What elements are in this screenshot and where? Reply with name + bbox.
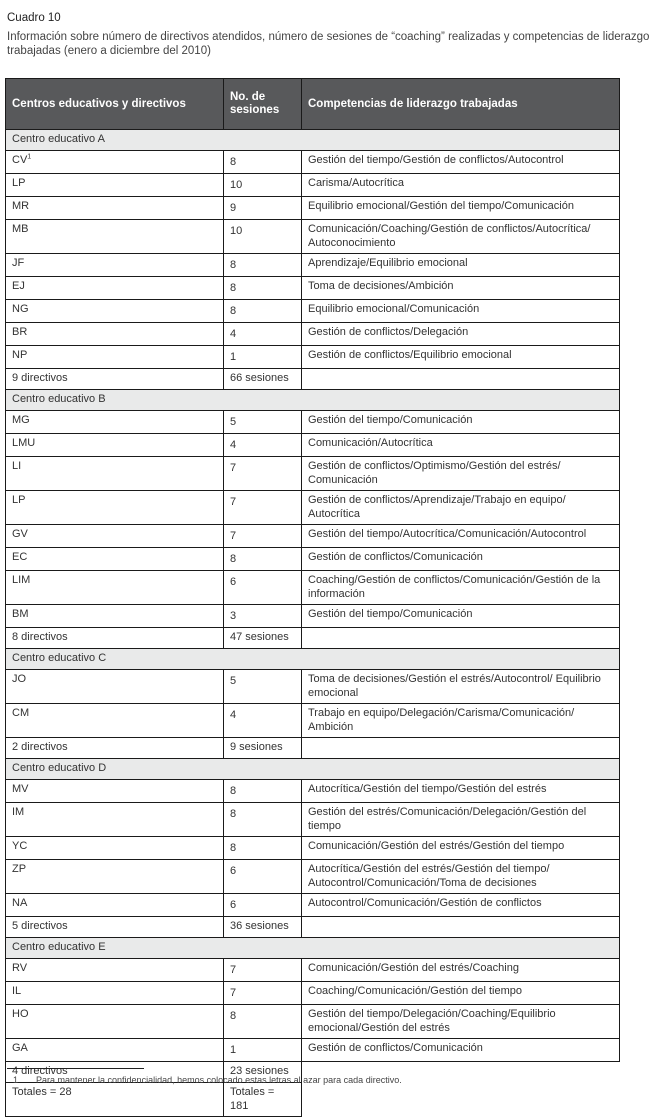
competencias-cell: Comunicación/Gestión del estrés/Coaching: [302, 959, 620, 982]
totals-row: [6, 1083, 620, 1117]
table-body: [6, 130, 620, 1117]
sesiones-cell: 6: [224, 894, 302, 917]
competencias-cell: Aprendizaje/Equilibrio emocional: [302, 254, 620, 277]
directivo-initials: GA: [12, 1042, 28, 1054]
subtotal-directivos: 9 directivos: [6, 369, 224, 390]
coaching-table: [5, 78, 620, 1117]
sesiones-cell: 8: [224, 803, 302, 837]
group-header-row: [6, 938, 620, 959]
sesiones-cell: 5: [224, 670, 302, 704]
competencias-cell: Comunicación/Autocrítica: [302, 434, 620, 457]
directivo-initials: LI: [12, 460, 22, 472]
directivo-cell: [6, 174, 224, 197]
sesiones-cell: 4: [224, 323, 302, 346]
subtotal-row: [6, 628, 620, 649]
directivo-cell: [6, 434, 224, 457]
competencias-cell: Gestión del tiempo/Delegación/Coaching/Equilibrio emocional/Gestión del estrés: [302, 1005, 620, 1039]
table-row: [6, 525, 620, 548]
directivo-cell: [6, 491, 224, 525]
subtotal-directivos: 4 directivos: [6, 1062, 224, 1083]
table-row: [6, 959, 620, 982]
subtotal-directivos: 5 directivos: [6, 917, 224, 938]
competencias-cell: Gestión de conflictos/Equilibrio emocional: [302, 346, 620, 369]
competencias-cell: Trabajo en equipo/Delegación/Carisma/Comunicación/ Ambición: [302, 704, 620, 738]
subtotal-sesiones: 9 sesiones: [224, 738, 302, 759]
sesiones-cell: 8: [224, 277, 302, 300]
directivo-cell: [6, 803, 224, 837]
table-caption-title: Cuadro 10: [7, 12, 61, 24]
directivo-initials: MR: [12, 200, 30, 212]
sesiones-cell: 10: [224, 174, 302, 197]
subtotal-sesiones: 66 sesiones: [224, 369, 302, 390]
sesiones-cell: 8: [224, 300, 302, 323]
sesiones-cell: 1: [224, 346, 302, 369]
sesiones-cell: 10: [224, 220, 302, 254]
competencias-cell: Coaching/Comunicación/Gestión del tiempo: [302, 982, 620, 1005]
total-sesiones: Totales = 181: [224, 1083, 302, 1117]
directivo-initials: LP: [12, 177, 26, 189]
competencias-cell: Gestión de conflictos/Aprendizaje/Trabajo en equipo/ Autocrítica: [302, 491, 620, 525]
table-row: [6, 151, 620, 174]
group-name: Centro educativo E: [6, 938, 620, 959]
directivo-cell: [6, 220, 224, 254]
table-row: [6, 571, 620, 605]
footnote-divider: [7, 1068, 144, 1069]
competencias-cell: Coaching/Gestión de conflictos/Comunicación/Gestión de la información: [302, 571, 620, 605]
competencias-cell: Gestión de conflictos/Comunicación: [302, 1039, 620, 1062]
directivo-initials: ZP: [12, 863, 27, 875]
directivo-cell: [6, 323, 224, 346]
table-row: [6, 346, 620, 369]
directivo-cell: [6, 548, 224, 571]
subtotal-sesiones: 47 sesiones: [224, 628, 302, 649]
directivo-initials: LIM: [12, 574, 31, 586]
directivo-cell: [6, 780, 224, 803]
subtotal-row: [6, 738, 620, 759]
total-directivos: Totales = 28: [6, 1083, 224, 1117]
directivo-cell: [6, 704, 224, 738]
directivo-initials: JF: [12, 257, 25, 269]
table-row: [6, 780, 620, 803]
directivo-cell: [6, 982, 224, 1005]
table-row: [6, 605, 620, 628]
sesiones-cell: 9: [224, 197, 302, 220]
directivo-cell: [6, 959, 224, 982]
directivo-cell: [6, 277, 224, 300]
competencias-cell: Gestión de conflictos/Comunicación: [302, 548, 620, 571]
header-num-sesiones: No. de sesiones: [224, 79, 302, 130]
competencias-cell: Carisma/Autocrítica: [302, 174, 620, 197]
subtotal-blank: [302, 628, 620, 649]
table-row: [6, 457, 620, 491]
directivo-cell: [6, 300, 224, 323]
sesiones-cell: 4: [224, 704, 302, 738]
sesiones-cell: 7: [224, 982, 302, 1005]
directivo-cell: [6, 411, 224, 434]
directivo-initials: CV: [12, 154, 28, 166]
sesiones-cell: 7: [224, 491, 302, 525]
directivo-initials: EJ: [12, 280, 25, 292]
directivo-initials: NG: [12, 303, 29, 315]
subtotal-sesiones: 36 sesiones: [224, 917, 302, 938]
group-header-row: [6, 759, 620, 780]
competencias-cell: Comunicación/Gestión del estrés/Gestión del tiempo: [302, 837, 620, 860]
directivo-initials: NA: [12, 897, 28, 909]
table-row: [6, 837, 620, 860]
subtotal-directivos: 8 directivos: [6, 628, 224, 649]
sesiones-cell: 1: [224, 1039, 302, 1062]
sesiones-cell: 4: [224, 434, 302, 457]
subtotal-blank: [302, 917, 620, 938]
group-name: Centro educativo B: [6, 390, 620, 411]
directivo-initials: RV: [12, 962, 28, 974]
directivo-initials: LMU: [12, 437, 36, 449]
table-row: [6, 434, 620, 457]
sesiones-cell: 8: [224, 254, 302, 277]
directivo-initials: BM: [12, 608, 29, 620]
table-row: [6, 254, 620, 277]
competencias-cell: Autocrítica/Gestión del tiempo/Gestión del estrés: [302, 780, 620, 803]
directivo-cell: [6, 457, 224, 491]
competencias-cell: Gestión de conflictos/Optimismo/Gestión del estrés/ Comunicación: [302, 457, 620, 491]
sesiones-cell: 7: [224, 457, 302, 491]
footnote: [13, 1075, 402, 1085]
directivo-cell: [6, 860, 224, 894]
sesiones-cell: 7: [224, 959, 302, 982]
group-name: Centro educativo D: [6, 759, 620, 780]
sesiones-cell: 7: [224, 525, 302, 548]
directivo-cell: [6, 151, 224, 174]
sesiones-cell: 5: [224, 411, 302, 434]
subtotal-row: [6, 369, 620, 390]
sesiones-cell: 6: [224, 860, 302, 894]
table-header-row: [6, 79, 620, 130]
competencias-cell: Toma de decisiones/Ambición: [302, 277, 620, 300]
competencias-cell: Gestión del tiempo/Gestión de conflictos/Autocontrol: [302, 151, 620, 174]
sesiones-cell: 8: [224, 151, 302, 174]
directivo-cell: [6, 670, 224, 704]
competencias-cell: Gestión del estrés/Comunicación/Delegación/Gestión del tiempo: [302, 803, 620, 837]
subtotal-blank: [302, 738, 620, 759]
directivo-initials: BR: [12, 326, 28, 338]
table-row: [6, 174, 620, 197]
footnote-text: Para mantener la confidencialidad, hemos colocado estas letras al azar para cada directivo.: [36, 1075, 402, 1085]
directivo-initials: JO: [12, 673, 27, 685]
group-name: Centro educativo C: [6, 649, 620, 670]
directivo-initials: LP: [12, 494, 26, 506]
group-header-row: [6, 130, 620, 151]
group-name: Centro educativo A: [6, 130, 620, 151]
footnote-number: 1: [13, 1075, 19, 1085]
directivo-initials: YC: [12, 840, 28, 852]
directivo-initials: MV: [12, 783, 29, 795]
competencias-cell: Autocrítica/Gestión del estrés/Gestión del tiempo/ Autocontrol/Comunicación/Toma de decisiones: [302, 860, 620, 894]
directivo-initials: EC: [12, 551, 28, 563]
table-row: [6, 670, 620, 704]
table-row: [6, 197, 620, 220]
directivo-initials: MB: [12, 223, 29, 235]
table-row: [6, 300, 620, 323]
table-row: [6, 860, 620, 894]
sesiones-cell: 8: [224, 837, 302, 860]
directivo-initials: IL: [12, 985, 22, 997]
table-row: [6, 220, 620, 254]
competencias-cell: Equilibrio emocional/Gestión del tiempo/Comunicación: [302, 197, 620, 220]
table-row: [6, 411, 620, 434]
directivo-initials: HO: [12, 1008, 29, 1020]
table-row: [6, 277, 620, 300]
directivo-cell: [6, 605, 224, 628]
table-row: [6, 894, 620, 917]
table-row: [6, 704, 620, 738]
directivo-cell: [6, 894, 224, 917]
sesiones-cell: 8: [224, 548, 302, 571]
competencias-cell: Toma de decisiones/Gestión el estrés/Autocontrol/ Equilibrio emocional: [302, 670, 620, 704]
subtotal-row: [6, 917, 620, 938]
subtotal-blank: [302, 369, 620, 390]
directivo-cell: [6, 525, 224, 548]
competencias-cell: Equilibrio emocional/Comunicación: [302, 300, 620, 323]
header-centros-directivos: Centros educativos y directivos: [6, 79, 224, 130]
table-row: [6, 1039, 620, 1062]
directivo-initials: CM: [12, 707, 30, 719]
table-caption-description: Información sobre número de directivos atendidos, número de sesiones de “coaching” realizadas y competencias de liderazgo trabajadas (enero a diciembre del 2010): [7, 31, 650, 57]
competencias-cell: Autocontrol/Comunicación/Gestión de conflictos: [302, 894, 620, 917]
sesiones-cell: 3: [224, 605, 302, 628]
directivo-cell: [6, 571, 224, 605]
directivo-initials: IM: [12, 806, 25, 818]
directivo-cell: [6, 346, 224, 369]
directivo-initials: MG: [12, 414, 30, 426]
directivo-cell: [6, 197, 224, 220]
competencias-cell: Comunicación/Coaching/Gestión de conflictos/Autocrítica/ Autoconocimiento: [302, 220, 620, 254]
competencias-cell: Gestión del tiempo/Comunicación: [302, 605, 620, 628]
directivo-initials: GV: [12, 528, 28, 540]
table-row: [6, 548, 620, 571]
competencias-cell: Gestión de conflictos/Delegación: [302, 323, 620, 346]
table-row: [6, 323, 620, 346]
header-competencias: Competencias de liderazgo trabajadas: [302, 79, 620, 130]
directivo-initials: NP: [12, 349, 28, 361]
directivo-cell: [6, 254, 224, 277]
table-row: [6, 803, 620, 837]
sesiones-cell: 8: [224, 1005, 302, 1039]
table-row: [6, 1005, 620, 1039]
table-row: [6, 982, 620, 1005]
table-row: [6, 491, 620, 525]
group-header-row: [6, 390, 620, 411]
directivo-cell: [6, 1005, 224, 1039]
subtotal-sesiones: 23 sesiones: [224, 1062, 302, 1083]
footnote-mark: 1: [27, 153, 32, 161]
sesiones-cell: 6: [224, 571, 302, 605]
sesiones-cell: 8: [224, 780, 302, 803]
group-header-row: [6, 649, 620, 670]
subtotal-directivos: 2 directivos: [6, 738, 224, 759]
directivo-cell: [6, 837, 224, 860]
competencias-cell: Gestión del tiempo/Autocrítica/Comunicación/Autocontrol: [302, 525, 620, 548]
totals-blank: [302, 1083, 620, 1117]
competencias-cell: Gestión del tiempo/Comunicación: [302, 411, 620, 434]
directivo-cell: [6, 1039, 224, 1062]
